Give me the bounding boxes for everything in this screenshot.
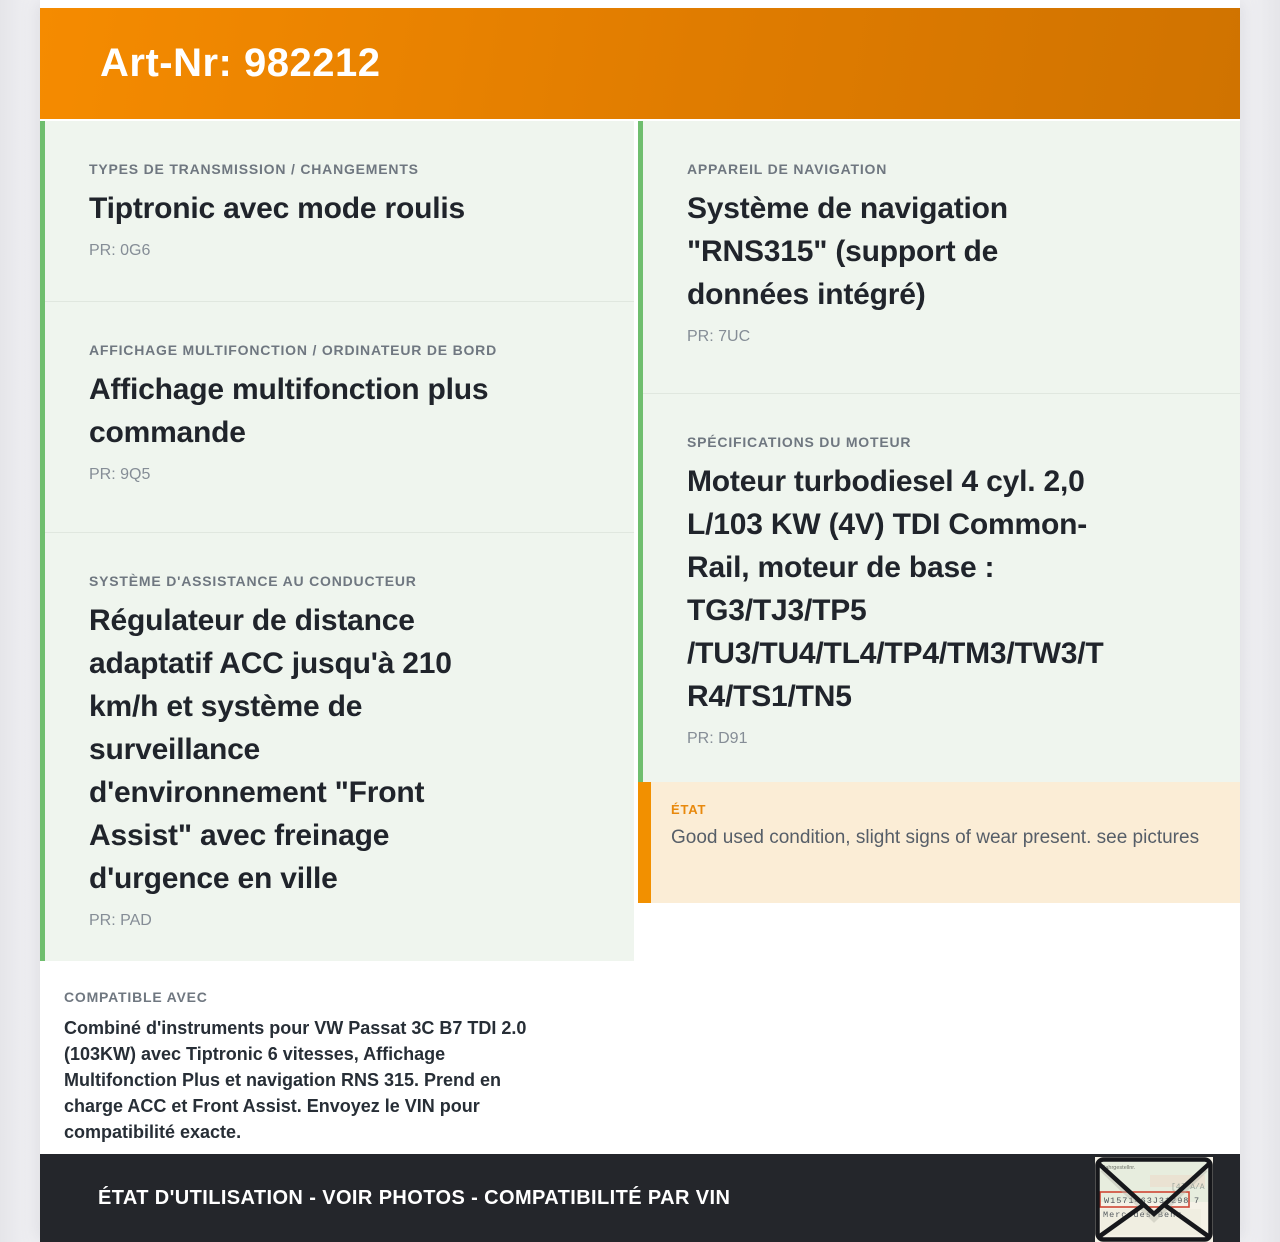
section-navigation: [643, 121, 1240, 393]
vin-text: W1571463J31298: [1104, 1196, 1190, 1206]
condition-label: ÉTAT: [671, 802, 707, 817]
document-field-ref: [4] A/A: [1171, 1183, 1205, 1192]
compatible-card: [40, 963, 634, 1171]
left-column: [40, 121, 634, 1154]
envelope-document-image: [1095, 1157, 1213, 1242]
section-label: TYPES DE TRANSMISSION / CHANGEMENTS: [89, 161, 419, 177]
section-multifunction-display: [45, 301, 634, 532]
section-heading: Tiptronic avec mode roulis: [89, 192, 466, 225]
pr-code: PR: 0G6: [89, 242, 151, 259]
condition-card: [638, 782, 1240, 903]
section-heading: Régulateur de distance adaptatif ACC jusqu'à 210 km/h et système de surveillance d'environnement "Front Assist" avec freinage d'urgence en ville: [89, 604, 452, 895]
pr-code: PR: PAD: [89, 912, 152, 929]
vin-suffix: 7: [1194, 1196, 1200, 1206]
brand-text: Mercedes-Benz: [1103, 1210, 1183, 1220]
section-label: SPÉCIFICATIONS DU MOTEUR: [687, 434, 912, 450]
section-transmission: [45, 121, 634, 301]
listing-container: [40, 0, 1240, 1242]
document-small-label: Fahrgestellnr.: [1102, 1165, 1136, 1171]
compatible-text: Combiné d'instruments pour VW Passat 3C B7 TDI 2.0 (103KW) avec Tiptronic 6 vitesses, Affichage Multifonction Plus et navigation RNS 315. Prend en charge ACC et Front Assist. Envoyez le VIN pour compatibilité exacte.: [64, 1018, 527, 1142]
compatible-label: COMPATIBLE AVEC: [64, 989, 208, 1005]
pr-code: PR: 7UC: [687, 328, 751, 345]
section-driver-assist: [45, 532, 634, 961]
pr-code: PR: D91: [687, 730, 748, 747]
section-heading: Moteur turbodiesel 4 cyl. 2,0 L/103 KW (4V) TDI Common-Rail, moteur de base : TG3/TJ3/TP5 /TU3/TU4/TL4/TP4/TM3/TW3/TR4/TS1/TN5: [687, 465, 1104, 713]
pr-code: PR: 9Q5: [89, 466, 151, 483]
condition-text: Good used condition, slight signs of wear present. see pictures: [671, 827, 1200, 848]
section-heading: Affichage multifonction plus commande: [89, 373, 489, 449]
footer-text: ÉTAT D'UTILISATION - VOIR PHOTOS - COMPATIBILITÉ PAR VIN: [98, 1186, 731, 1209]
right-column-filler: [638, 903, 1240, 1154]
section-label: APPAREIL DE NAVIGATION: [687, 161, 888, 177]
section-engine-specs: [643, 393, 1240, 782]
section-label: SYSTÈME D'ASSISTANCE AU CONDUCTEUR: [89, 573, 417, 589]
article-number-title: Art-Nr: 982212: [100, 41, 381, 85]
features-card-right: [638, 121, 1240, 782]
footer-bar: [40, 1154, 1240, 1242]
section-heading: Système de navigation "RNS315" (support de données intégré): [687, 192, 1008, 311]
section-label: AFFICHAGE MULTIFONCTION / ORDINATEUR DE BORD: [89, 342, 497, 358]
right-column: [638, 121, 1240, 1154]
features-card-left: [40, 121, 634, 961]
header-banner: [40, 8, 1240, 119]
content-columns: [40, 121, 1240, 1154]
